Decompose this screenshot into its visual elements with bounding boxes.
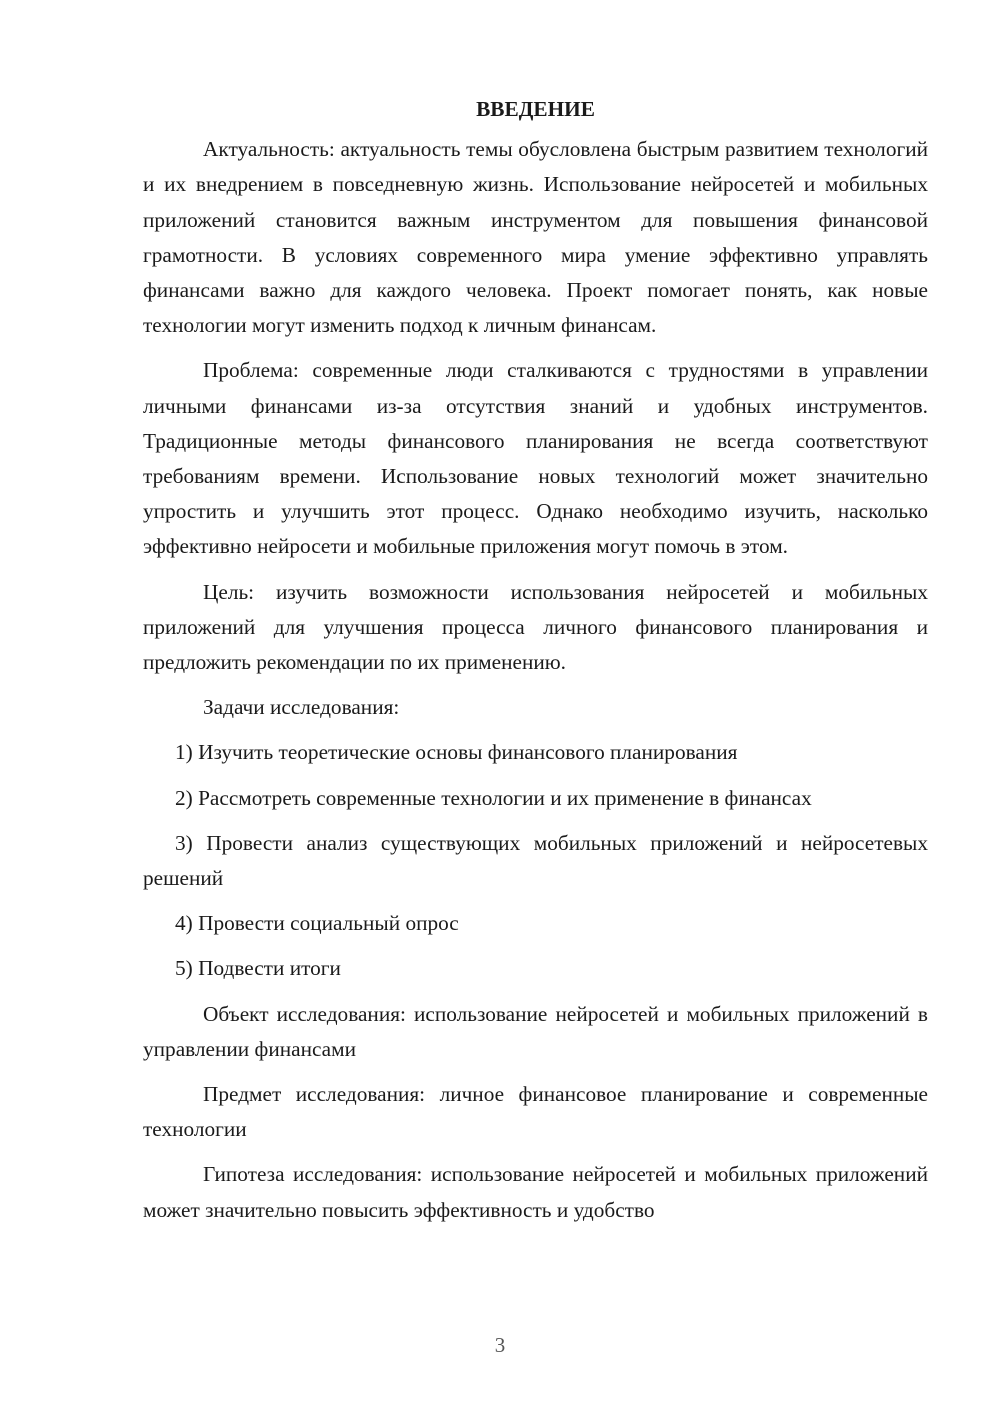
task-item: 5) Подвести итоги xyxy=(175,956,341,981)
paragraph-hypothesis: Гипотеза исследования: использование нейросетей и мобильных приложений может значительно повысить эффективность и удобство xyxy=(143,1162,928,1222)
page-number: 3 xyxy=(494,1333,506,1357)
paragraph-goal: Цель: изучить возможности использования нейросетей и мобильных приложений для улучшения процесса личного финансового планирования и предложить рекомендации по их применению. xyxy=(143,579,928,675)
section-title: ВВЕДЕНИЕ xyxy=(476,97,595,121)
page-content xyxy=(143,92,928,1228)
task-item: 4) Провести социальный опрос xyxy=(175,911,459,936)
paragraph-relevance: Актуальность: актуальность темы обусловлена быстрым развитием технологий и их внедрением в повседневную жизнь. Использование нейросетей и мобильных приложений становится важным инструментом для повышения финансовой грамотности. В условиях современного мира умение эффективно управлять финансами важно для каждого человека. Проект помогает понять, как новые технологии могут изменить подход к личным финансам. xyxy=(143,137,928,338)
task-item: 1) Изучить теоретические основы финансового планирования xyxy=(175,740,738,765)
task-item: 2) Рассмотреть современные технологии и их применение в финансах xyxy=(175,785,812,810)
tasks-heading: Задачи исследования: xyxy=(203,695,400,720)
paragraph-object: Объект исследования: использование нейросетей и мобильных приложений в управлении финансами xyxy=(143,1001,928,1061)
paragraph-problem: Проблема: современные люди сталкиваются с трудностями в управлении личными финансами из-за отсутствия знаний и удобных инструментов. Традиционные методы финансового планирования не всегда соответствуют требованиям времени. Использование новых технологий может значительно упростить и улучшить этот процесс. Однако необходимо изучить, насколько эффективно нейросети и мобильные приложения могут помочь в этом. xyxy=(143,358,928,559)
task-item: 3) Провести анализ существующих мобильных приложений и нейросетевых решений xyxy=(143,830,928,891)
paragraph-subject: Предмет исследования: личное финансовое планирование и современные технологии xyxy=(143,1082,928,1142)
